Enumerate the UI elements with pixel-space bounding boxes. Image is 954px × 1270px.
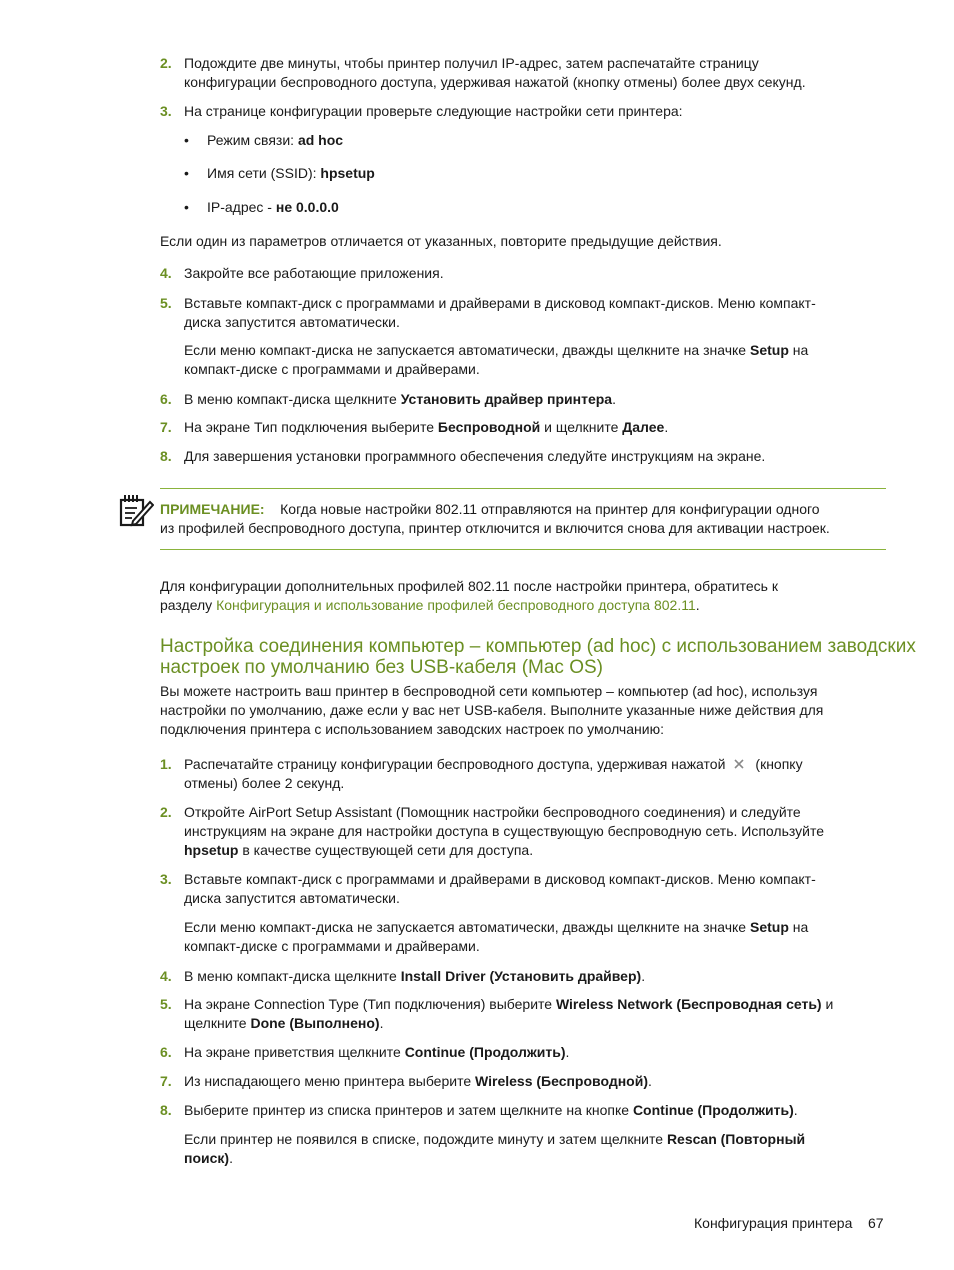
step-number: 8. [160,448,172,464]
step-text: На странице конфигурации проверьте следующие настройки сети принтера: [184,103,683,119]
bullet-item: Имя сети (SSID): hpsetup [207,165,375,181]
profiles-link[interactable]: Конфигурация и использование профилей беспроводного доступа 802.11 [216,597,696,613]
step-text: Закройте все работающие приложения. [184,265,444,281]
step-number: 7. [160,1073,172,1089]
step-text: Из ниспадающего меню принтера выберите Wireless (Беспроводной). [184,1073,652,1089]
section-heading: Настройка соединения компьютер – компьютер (ad hoc) с использованием заводских настроек по умолчанию без USB-кабеля (Mac OS) [160,636,916,678]
step-text: В меню компакт-диска щелкните Установить драйвер принтера. [184,391,616,407]
note-pencil-icon [118,492,154,528]
step-number: 1. [160,756,172,772]
footer-section-title: Конфигурация принтера [694,1215,853,1231]
intro-paragraph: Вы можете настроить ваш принтер в беспроводной сети компьютер – компьютер (ad hoc), используя настройки по умолчанию, даже если у вас нет USB-кабеля. Выполните указанные ниже действия для подключения принтера с использованием заводских настроек по умолчанию: [160,683,824,737]
step-text: Вставьте компакт-диск с программами и драйверами в дисковод компакт-дисков. Меню компакт- диска запустится автоматически. [184,871,816,906]
bullet-mark: • [184,199,189,215]
bullet-mark: • [184,132,189,148]
note-top-rule [160,488,886,489]
step-text: Распечатайте страницу конфигурации беспроводного доступа, удерживая нажатой (кнопку отмены) более 2 секунд. [184,756,803,791]
step-number: 2. [160,804,172,820]
step-text: Откройте AirPort Setup Assistant (Помощник настройки беспроводного соединения) и следуйте инструкциям на экране для настройки доступа в существующую беспроводную сеть. Используйте hpsetup в качестве существующей сети для доступа. [184,804,825,858]
step-subnote: Если меню компакт-диска не запускается автоматически, дважды щелкните на значке Setup на компакт-диске с программами и драйверами. [184,919,809,954]
paragraph: Если один из параметров отличается от указанных, повторите предыдущие действия. [160,233,722,249]
step-subnote: Если принтер не появился в списке, подождите минуту и затем щелкните Rescan (Повторный поиск). [184,1131,806,1166]
note-label: ПРИМЕЧАНИЕ: [160,501,265,517]
step-number: 3. [160,103,172,119]
step-number: 5. [160,996,172,1012]
step-number: 4. [160,265,172,281]
step-text: Подождите две минуты, чтобы принтер получил IP-адрес, затем распечатайте страницу конфигурации беспроводного доступа, удерживая нажатой (кнопку отмены) более двух секунд. [184,55,806,90]
step-text: На экране Connection Type (Тип подключения) выберите Wireless Network (Беспроводная сеть) и щелкните Done (Выполнено). [184,996,834,1031]
bullet-item: IP-адрес - не 0.0.0.0 [207,199,339,215]
step-number: 5. [160,295,172,311]
paragraph: Для конфигурации дополнительных профилей 802.11 после настройки принтера, обратитесь к разделу Конфигурация и использование профилей беспроводного доступа 802.11. [160,578,778,613]
step-number: 4. [160,968,172,984]
step-number: 6. [160,391,172,407]
step-number: 3. [160,871,172,887]
step-number: 2. [160,55,172,71]
cancel-icon [733,758,745,770]
step-number: 6. [160,1044,172,1060]
step-text: Выберите принтер из списка принтеров и затем щелкните на кнопке Continue (Продолжить). [184,1102,798,1118]
step-text: На экране Тип подключения выберите Беспроводной и щелкните Далее. [184,419,669,435]
step-text: В меню компакт-диска щелкните Install Driver (Установить драйвер). [184,968,646,984]
step-text: На экране приветствия щелкните Continue (Продолжить). [184,1044,570,1060]
step-text: Для завершения установки программного обеспечения следуйте инструкциям на экране. [184,448,766,464]
bullet-mark: • [184,165,189,181]
bullet-item: Режим связи: ad hoc [207,132,344,148]
step-number: 7. [160,419,172,435]
step-subnote: Если меню компакт-диска не запускается автоматически, дважды щелкните на значке Setup на компакт-диске с программами и драйверами. [184,342,809,377]
note-bottom-rule [160,549,886,550]
page-number: 67 [868,1215,884,1231]
note-text: ПРИМЕЧАНИЕ: Когда новые настройки 802.11 отправляются на принтер для конфигурации одного из профилей беспроводного доступа, принтер отключится и включится снова для активации настроек. [160,501,830,536]
step-number: 8. [160,1102,172,1118]
step-text: Вставьте компакт-диск с программами и драйверами в дисковод компакт-дисков. Меню компакт- диска запустится автоматически. [184,295,816,330]
